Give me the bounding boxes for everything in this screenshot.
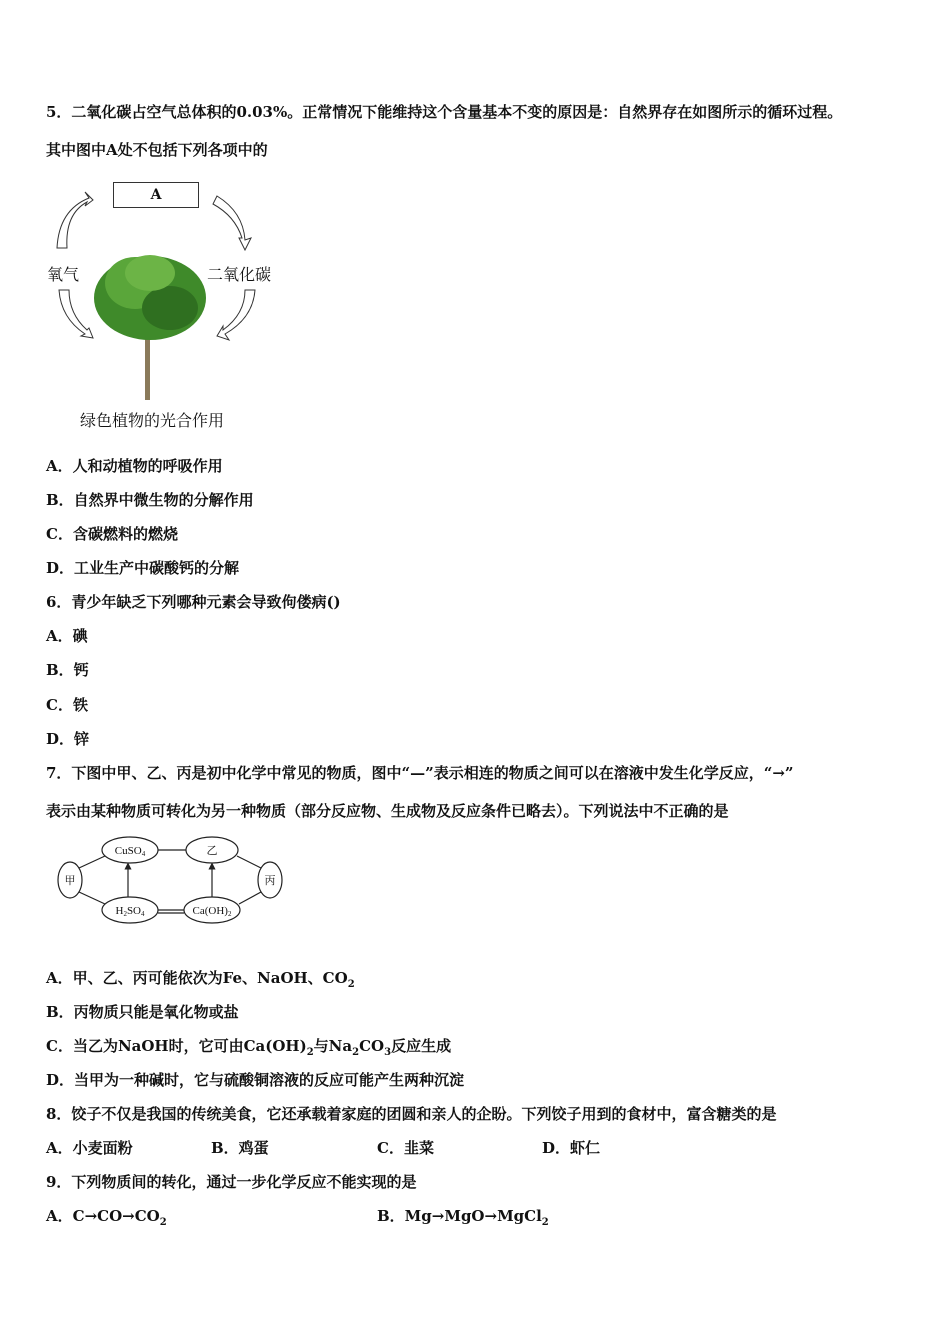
carbon-cycle-diagram — [45, 178, 285, 438]
q6-stem: 6．青少年缺乏下列哪种元素会导致佝偻病() — [46, 593, 341, 611]
reaction-diagram — [50, 832, 290, 932]
node-jia: 甲 — [64, 875, 76, 887]
q9-stem: 9．下列物质间的转化，通过一步化学反应不能实现的是 — [46, 1173, 417, 1191]
q7-option-a[interactable]: A．甲、乙、丙可能依次为Fe、NaOH、$CO_2$ — [46, 969, 355, 990]
q7-stem-line1: 7．下图中甲、乙、丙是初中化学中常见的物质，图中“—”表示相连的物质之间可以在溶液中发生化学反应，“→” — [46, 764, 794, 782]
q8-option-a[interactable]: A．小麦面粉 — [46, 1139, 133, 1157]
q7-option-d[interactable]: D．当甲为一种碱时，它与硫酸铜溶液的反应可能产生两种沉淀 — [46, 1071, 465, 1089]
q5-option-b[interactable]: B．自然界中微生物的分解作用 — [46, 491, 254, 509]
cycle-arrows — [45, 178, 285, 408]
q5-option-a[interactable]: A．人和动植物的呼吸作用 — [46, 457, 223, 475]
node-cuso4: CuSO4 — [114, 845, 146, 858]
q5-stem-line1: 5．二氧化碳占空气总体积的0.03%。正常情况下能维持这个含量基本不变的原因是：自然界存在如图所示的循环过程。 — [46, 103, 843, 121]
q8-option-c[interactable]: C．韭菜 — [377, 1139, 434, 1157]
q9-option-a[interactable]: A．$C\to CO\to CO_2$ — [46, 1207, 167, 1228]
q6-option-d[interactable]: D．锌 — [46, 730, 90, 748]
label-oxygen: 氧气 — [47, 265, 80, 284]
q5-option-d[interactable]: D．工业生产中碳酸钙的分解 — [46, 559, 240, 577]
q6-option-b[interactable]: B．钙 — [46, 661, 89, 679]
q7-option-b[interactable]: B．丙物质只能是氧化物或盐 — [46, 1003, 239, 1021]
q8-stem: 8．饺子不仅是我国的传统美食，它还承载着家庭的团圆和亲人的企盼。下列饺子用到的食材中，富含糖类的是 — [46, 1105, 777, 1123]
node-bing: 丙 — [264, 875, 276, 887]
q5-option-c[interactable]: C．含碳燃料的燃烧 — [46, 525, 178, 543]
node-caoh2: Ca(OH)2 — [192, 905, 232, 918]
q7-stem-line2: 表示由某种物质可转化为另一种物质（部分反应物、生成物及反应条件已略去）。下列说法中不正确的是 — [46, 802, 729, 820]
q8-option-d[interactable]: D．虾仁 — [542, 1139, 601, 1157]
label-photosynthesis: 绿色植物的光合作用 — [80, 411, 225, 430]
q5-stem-line2: 其中图中A处不包括下列各项中的 — [46, 141, 268, 159]
node-h2so4: H2SO4 — [115, 905, 145, 918]
tree-illustration — [94, 255, 206, 400]
q8-option-b[interactable]: B．鸡蛋 — [211, 1139, 269, 1157]
node-yi: 乙 — [206, 845, 218, 857]
box-a: A — [113, 182, 199, 208]
q6-option-c[interactable]: C．铁 — [46, 696, 88, 714]
q6-option-a[interactable]: A．碘 — [46, 627, 88, 645]
q7-option-c[interactable]: C．当乙为NaOH时，它可由$Ca(OH)_2$与$Na_2CO_3$反应生成 — [46, 1037, 452, 1058]
q9-option-b[interactable]: B．Mg→MgO→MgCl$_2$ — [377, 1207, 549, 1228]
label-co2: 二氧化碳 — [207, 265, 272, 284]
